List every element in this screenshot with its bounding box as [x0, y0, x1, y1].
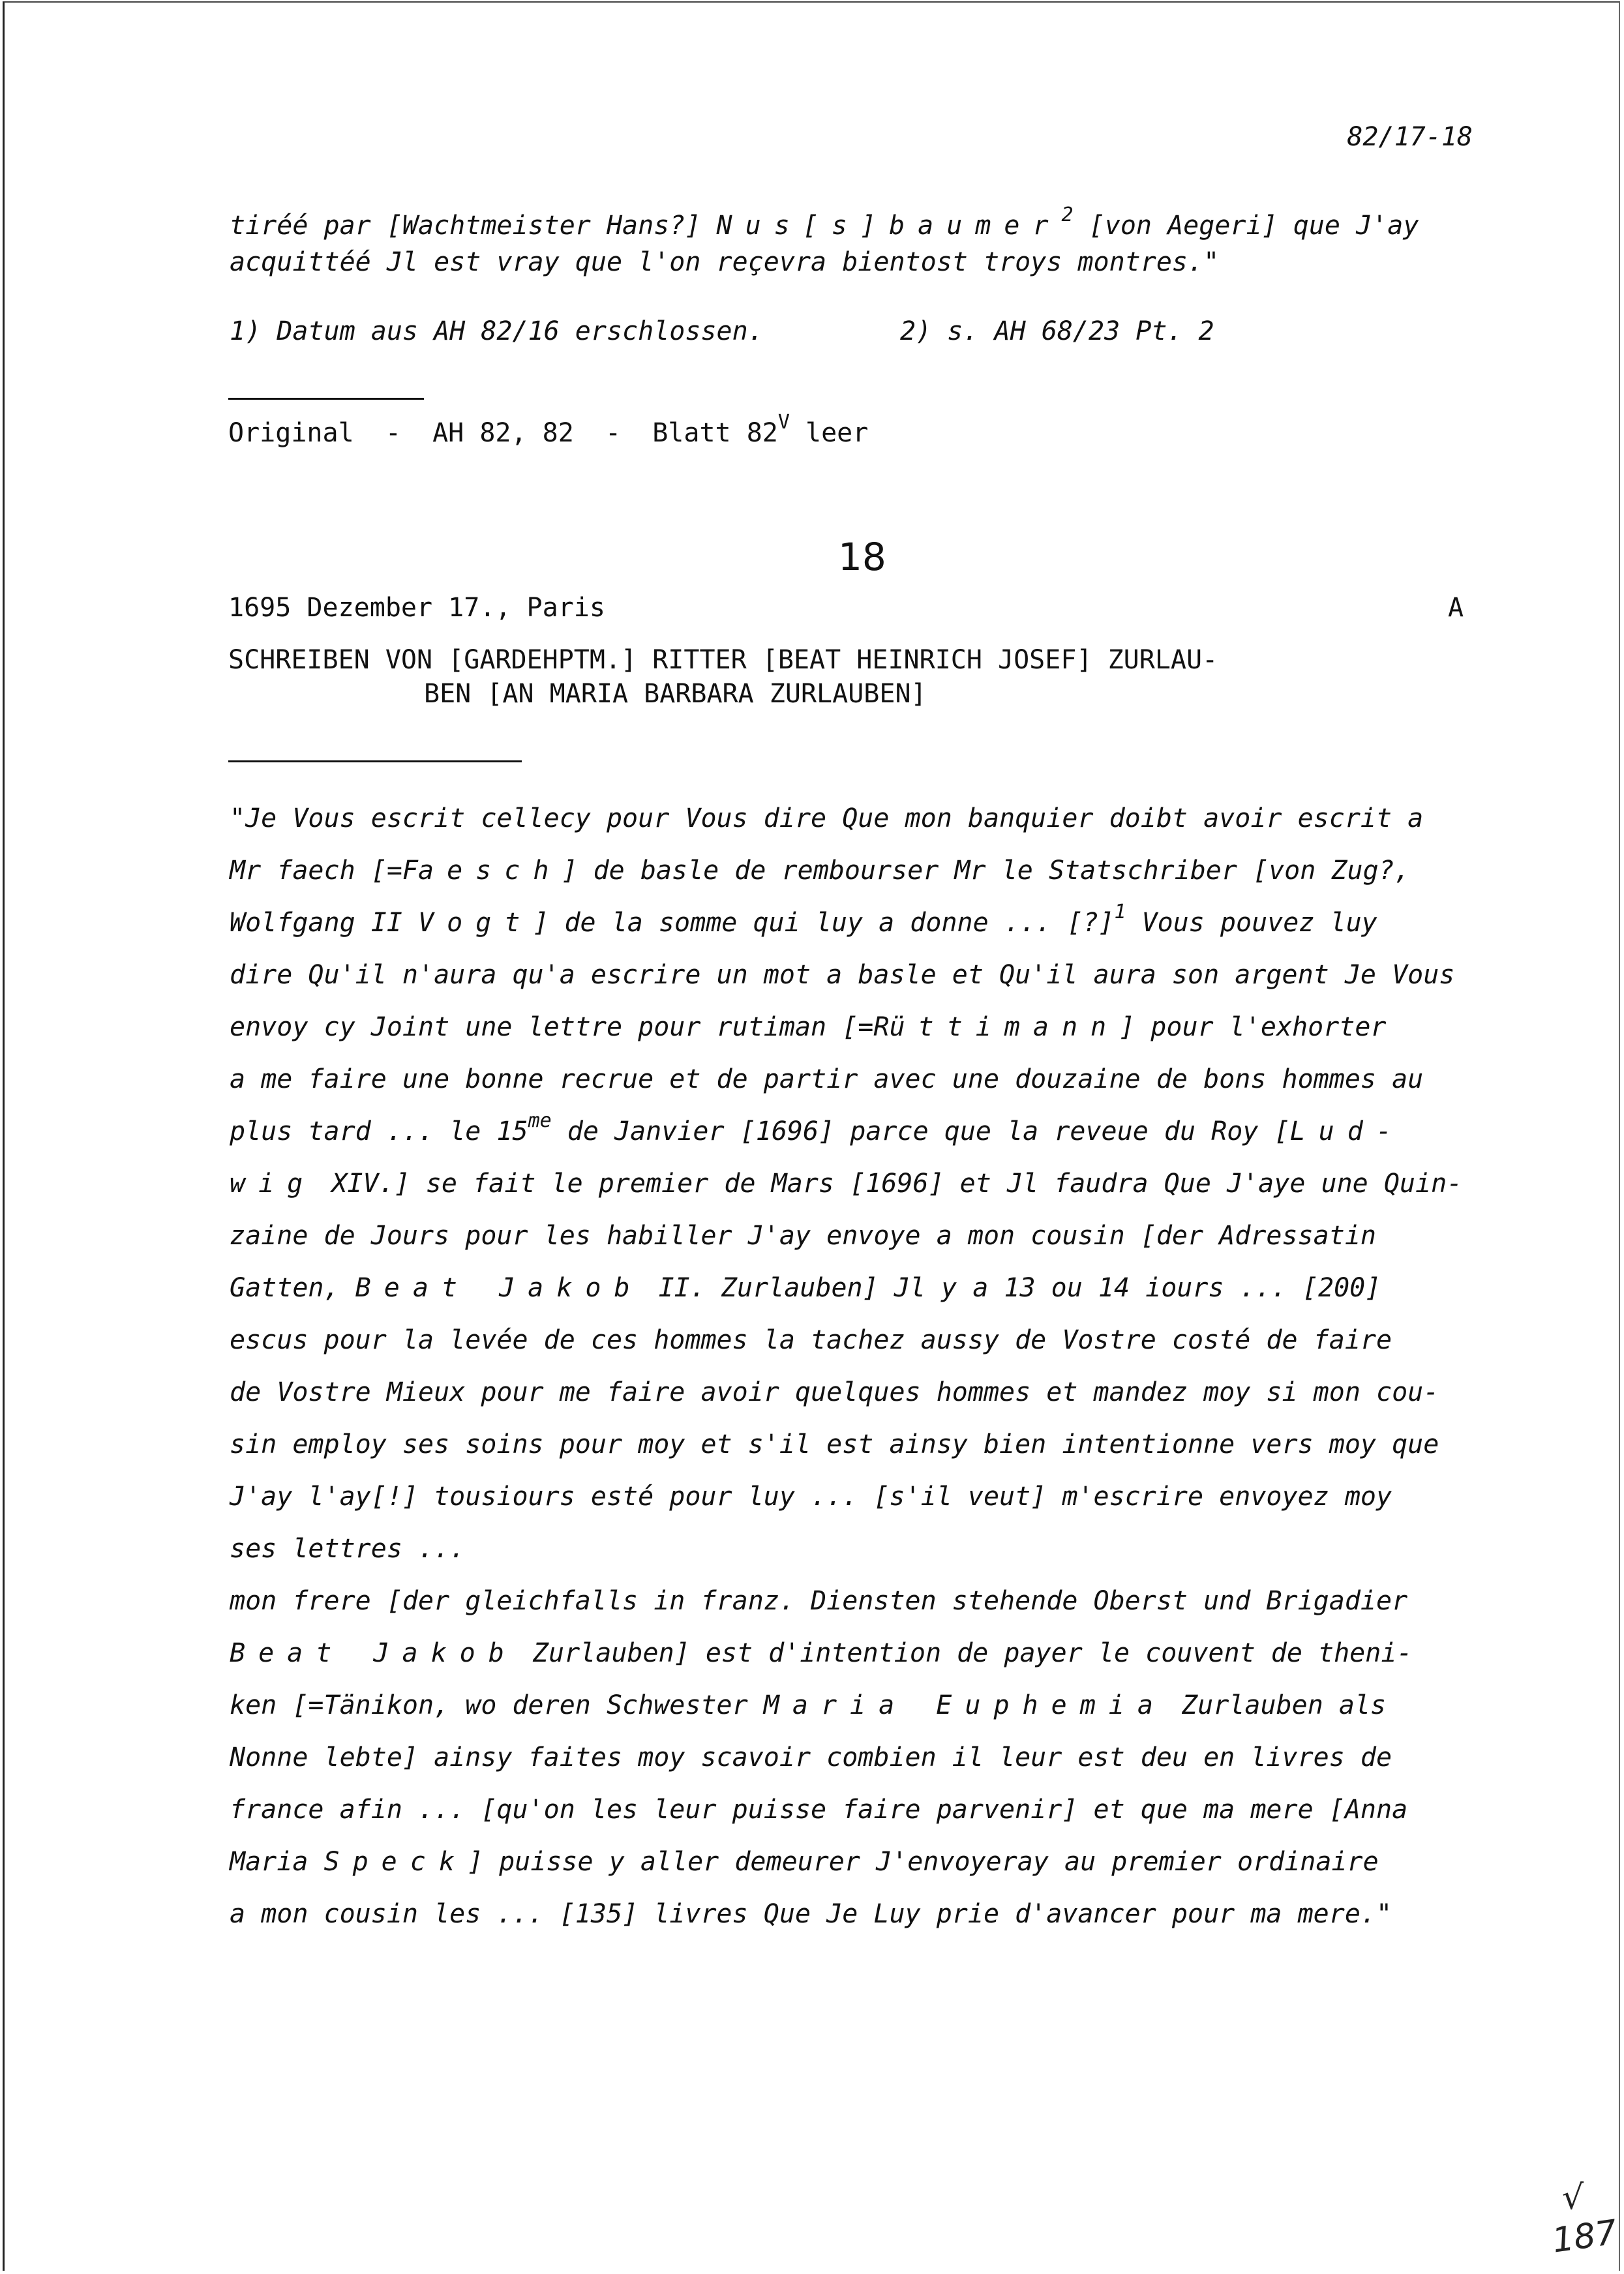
intro-line-1: [230, 203, 1419, 241]
text: plus tard ... le 15: [230, 1116, 528, 1146]
ordinal-marker: me: [528, 1109, 552, 1132]
text: Maria: [230, 1847, 324, 1877]
text: ] pour l'exhorter: [1119, 1012, 1387, 1042]
body-line: zaine de Jours pour les habiller J'ay envoye a mon cousin [der Adressatin: [230, 1221, 1376, 1251]
text: Zurlauben als: [1165, 1690, 1387, 1720]
text: Gatten,: [230, 1273, 355, 1303]
body-line: [230, 1109, 1405, 1146]
spaced-name: aesch: [417, 856, 562, 886]
date-line: 1695 Dezember 17., Paris: [228, 593, 605, 623]
text: Wolfgang II: [230, 908, 418, 938]
body-line: a mon cousin les ... [135] livres Que Je Luy prie d'avancer pour ma mere.": [230, 1899, 1392, 1929]
text: de Janvier [1696] parce que la reveue du Roy [: [551, 1116, 1290, 1146]
check-mark: √: [1562, 2178, 1584, 2217]
body-line: mon frere [der gleichfalls in franz. Diensten stehende Oberst und Brigadier: [230, 1586, 1408, 1616]
heading-line-2: BEN [AN MARIA BARBARA ZURLAUBEN]: [424, 679, 927, 709]
page-reference: 82/17-18: [1347, 122, 1473, 152]
footnote-1: 1) Datum aus AH 82/16 erschlossen.: [230, 316, 764, 346]
footnote-2: 2) s. AH 68/23 Pt. 2: [900, 316, 1214, 346]
intro-text: tiréé par [Wachtmeister Hans?]: [230, 211, 717, 241]
spaced-name: Vogt: [417, 908, 534, 938]
text: ] de la somme qui luy a donne ... [?]: [533, 908, 1115, 938]
body-line: de Vostre Mieux pour me faire avoir quelques hommes et mandez moy si mon cou-: [230, 1377, 1439, 1407]
footnote-marker: 1: [1114, 900, 1126, 923]
spaced-name: üttimann: [889, 1012, 1120, 1042]
spaced-name: Speck: [323, 1847, 468, 1877]
spaced-name: Maria Euphemia: [763, 1690, 1166, 1720]
text: Zurlauben] est d'intention de payer le couvent de theni-: [517, 1638, 1413, 1668]
spaced-name: wig: [230, 1169, 316, 1199]
body-line: [230, 1847, 1379, 1877]
original-text: Original - AH 82, 82 - Blatt 82: [228, 418, 778, 448]
separator-rule: [228, 398, 424, 400]
spaced-name: Lud-: [1289, 1116, 1405, 1146]
body-line: dire Qu'il n'aura qu'a escrire un mot a basle et Qu'il aura son argent Je Vous: [230, 960, 1455, 990]
body-line: a me faire une bonne recrue et de partir avec une douzaine de bons hommes au: [230, 1064, 1424, 1094]
text: ken [=Tänikon, wo deren Schwester: [230, 1690, 764, 1720]
text: II. Zurlauben] Jl y a 13 ou 14 iours ... [200]: [642, 1273, 1381, 1303]
body-line: Nonne lebte] ainsy faites moy scavoir combien il leur est deu en livres de: [230, 1743, 1392, 1773]
letter-code: A: [1448, 593, 1464, 623]
original-line: [228, 410, 869, 448]
body-line: [230, 1169, 1462, 1199]
text: envoy cy Joint une lettre pour rutiman [=R: [230, 1012, 890, 1042]
intro-text: [von Aegeri] que J'ay: [1073, 211, 1419, 241]
text: ] de basle de rembourser Mr le Statschriber [von Zug?,: [562, 856, 1410, 886]
text: XIV.] se fait le premier de Mars [1696] et Jl faudra Que J'aye une Quin-: [316, 1169, 1463, 1199]
body-line: [230, 1012, 1387, 1042]
heading-line-1: SCHREIBEN VON [GARDEHPTM.] RITTER [BEAT HEINRICH JOSEF] ZURLAU-: [228, 645, 1218, 675]
body-line: sin employ ses soins pour moy et s'il est ainsy bien intentionne vers moy que: [230, 1429, 1439, 1459]
verso-marker: V: [777, 410, 790, 434]
text: Vous pouvez luy: [1126, 908, 1377, 938]
body-line: ses lettres ...: [230, 1534, 466, 1564]
intro-line-2: acquittéé Jl est vray que l'on reçevra bientost troys montres.": [230, 247, 1220, 277]
body-line: J'ay l'ay[!] tousiours esté pour luy ... [s'il veut] m'escrire envoyez moy: [230, 1482, 1392, 1512]
body-line: [230, 1690, 1386, 1720]
document-number: 18: [838, 535, 886, 579]
footnote-marker: 2: [1061, 203, 1074, 226]
body-line: [230, 900, 1377, 938]
body-line: [230, 1273, 1381, 1303]
text: ] puisse y aller demeurer J'envoyeray au premier ordinaire: [467, 1847, 1379, 1877]
spaced-name: Beat Jakob: [230, 1638, 517, 1668]
body-line: [230, 856, 1410, 886]
handwritten-number: 187: [1550, 2213, 1619, 2261]
original-text: leer: [789, 418, 869, 448]
spaced-name: Nus[s]baumer: [716, 211, 1062, 241]
spaced-name: Beat Jakob: [355, 1273, 643, 1303]
body-line: escus pour la levée de ces hommes la tachez aussy de Vostre costé de faire: [230, 1325, 1392, 1355]
body-line: [230, 1638, 1413, 1668]
separator-rule: [228, 760, 522, 762]
text: Mr faech [=F: [230, 856, 418, 886]
body-line: "Je Vous escrit cellecy pour Vous dire Que mon banquier doibt avoir escrit a: [230, 803, 1424, 833]
body-line: france afin ... [qu'on les leur puisse faire parvenir] et que ma mere [Anna: [230, 1795, 1408, 1825]
